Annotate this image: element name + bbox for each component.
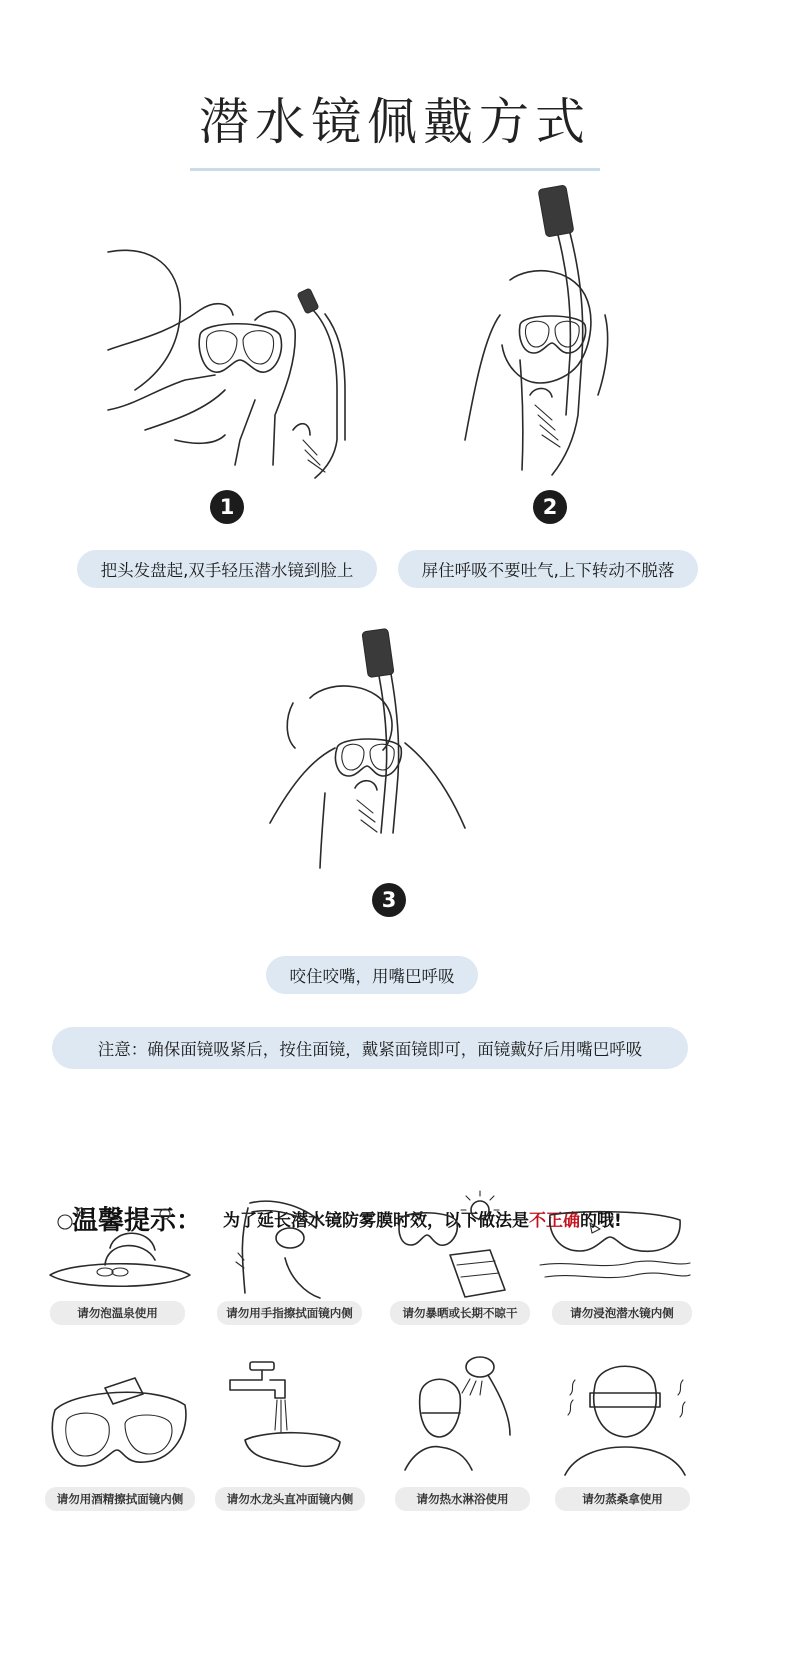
- tips-text-before: 为了延长潜水镜防雾膜时效，以下做法是: [223, 1211, 529, 1231]
- step-3-illustration: [265, 628, 475, 878]
- tip-caption-6: 请勿水龙头直冲面镜内侧: [215, 1487, 365, 1511]
- shower-icon: [400, 1355, 530, 1475]
- page-title: 潜水镜佩戴方式: [199, 93, 591, 151]
- finger-wipe-icon: [230, 1198, 340, 1303]
- step-2-caption: 屏住呼吸不要吐气,上下转动不脱落: [398, 550, 698, 588]
- faucet-icon: [225, 1360, 345, 1480]
- step-1-caption: 把头发盘起,双手轻压潜水镜到脸上: [77, 550, 377, 588]
- step-1-number: 1: [210, 490, 244, 524]
- tip-caption-1: 请勿泡温泉使用: [50, 1301, 185, 1325]
- sun-exposure-icon: [395, 1195, 525, 1305]
- step-1-illustration: [105, 240, 345, 490]
- tip-caption-7: 请勿热水淋浴使用: [395, 1487, 530, 1511]
- wearing-note: 注意：确保面镜吸紧后，按住面镜，戴紧面镜即可，面镜戴好后用嘴巴呼吸: [52, 1027, 688, 1069]
- tips-text-after: 的哦!: [580, 1211, 622, 1231]
- step-2-illustration: [460, 185, 650, 485]
- sauna-icon: [560, 1355, 690, 1480]
- step-2-number: 2: [533, 490, 567, 524]
- tip-caption-4: 请勿浸泡潜水镜内侧: [552, 1301, 692, 1325]
- step-3-caption: 咬住咬嘴，用嘴巴呼吸: [266, 956, 478, 994]
- tips-text-highlight: 不正确: [529, 1211, 580, 1231]
- step-3-number: 3: [372, 883, 406, 917]
- title-underline: [190, 168, 600, 171]
- tip-caption-3: 请勿暴晒或长期不晾干: [390, 1301, 530, 1325]
- tip-caption-8: 请勿蒸桑拿使用: [555, 1487, 690, 1511]
- tip-caption-2: 请勿用手指擦拭面镜内侧: [217, 1301, 362, 1325]
- tip-caption-5: 请勿用酒精擦拭面镜内侧: [45, 1487, 195, 1511]
- tips-title: 温馨提示：: [72, 1206, 203, 1236]
- alcohol-wipe-icon: [45, 1370, 195, 1480]
- soak-icon: [540, 1205, 690, 1295]
- hot-spring-icon: [45, 1200, 195, 1300]
